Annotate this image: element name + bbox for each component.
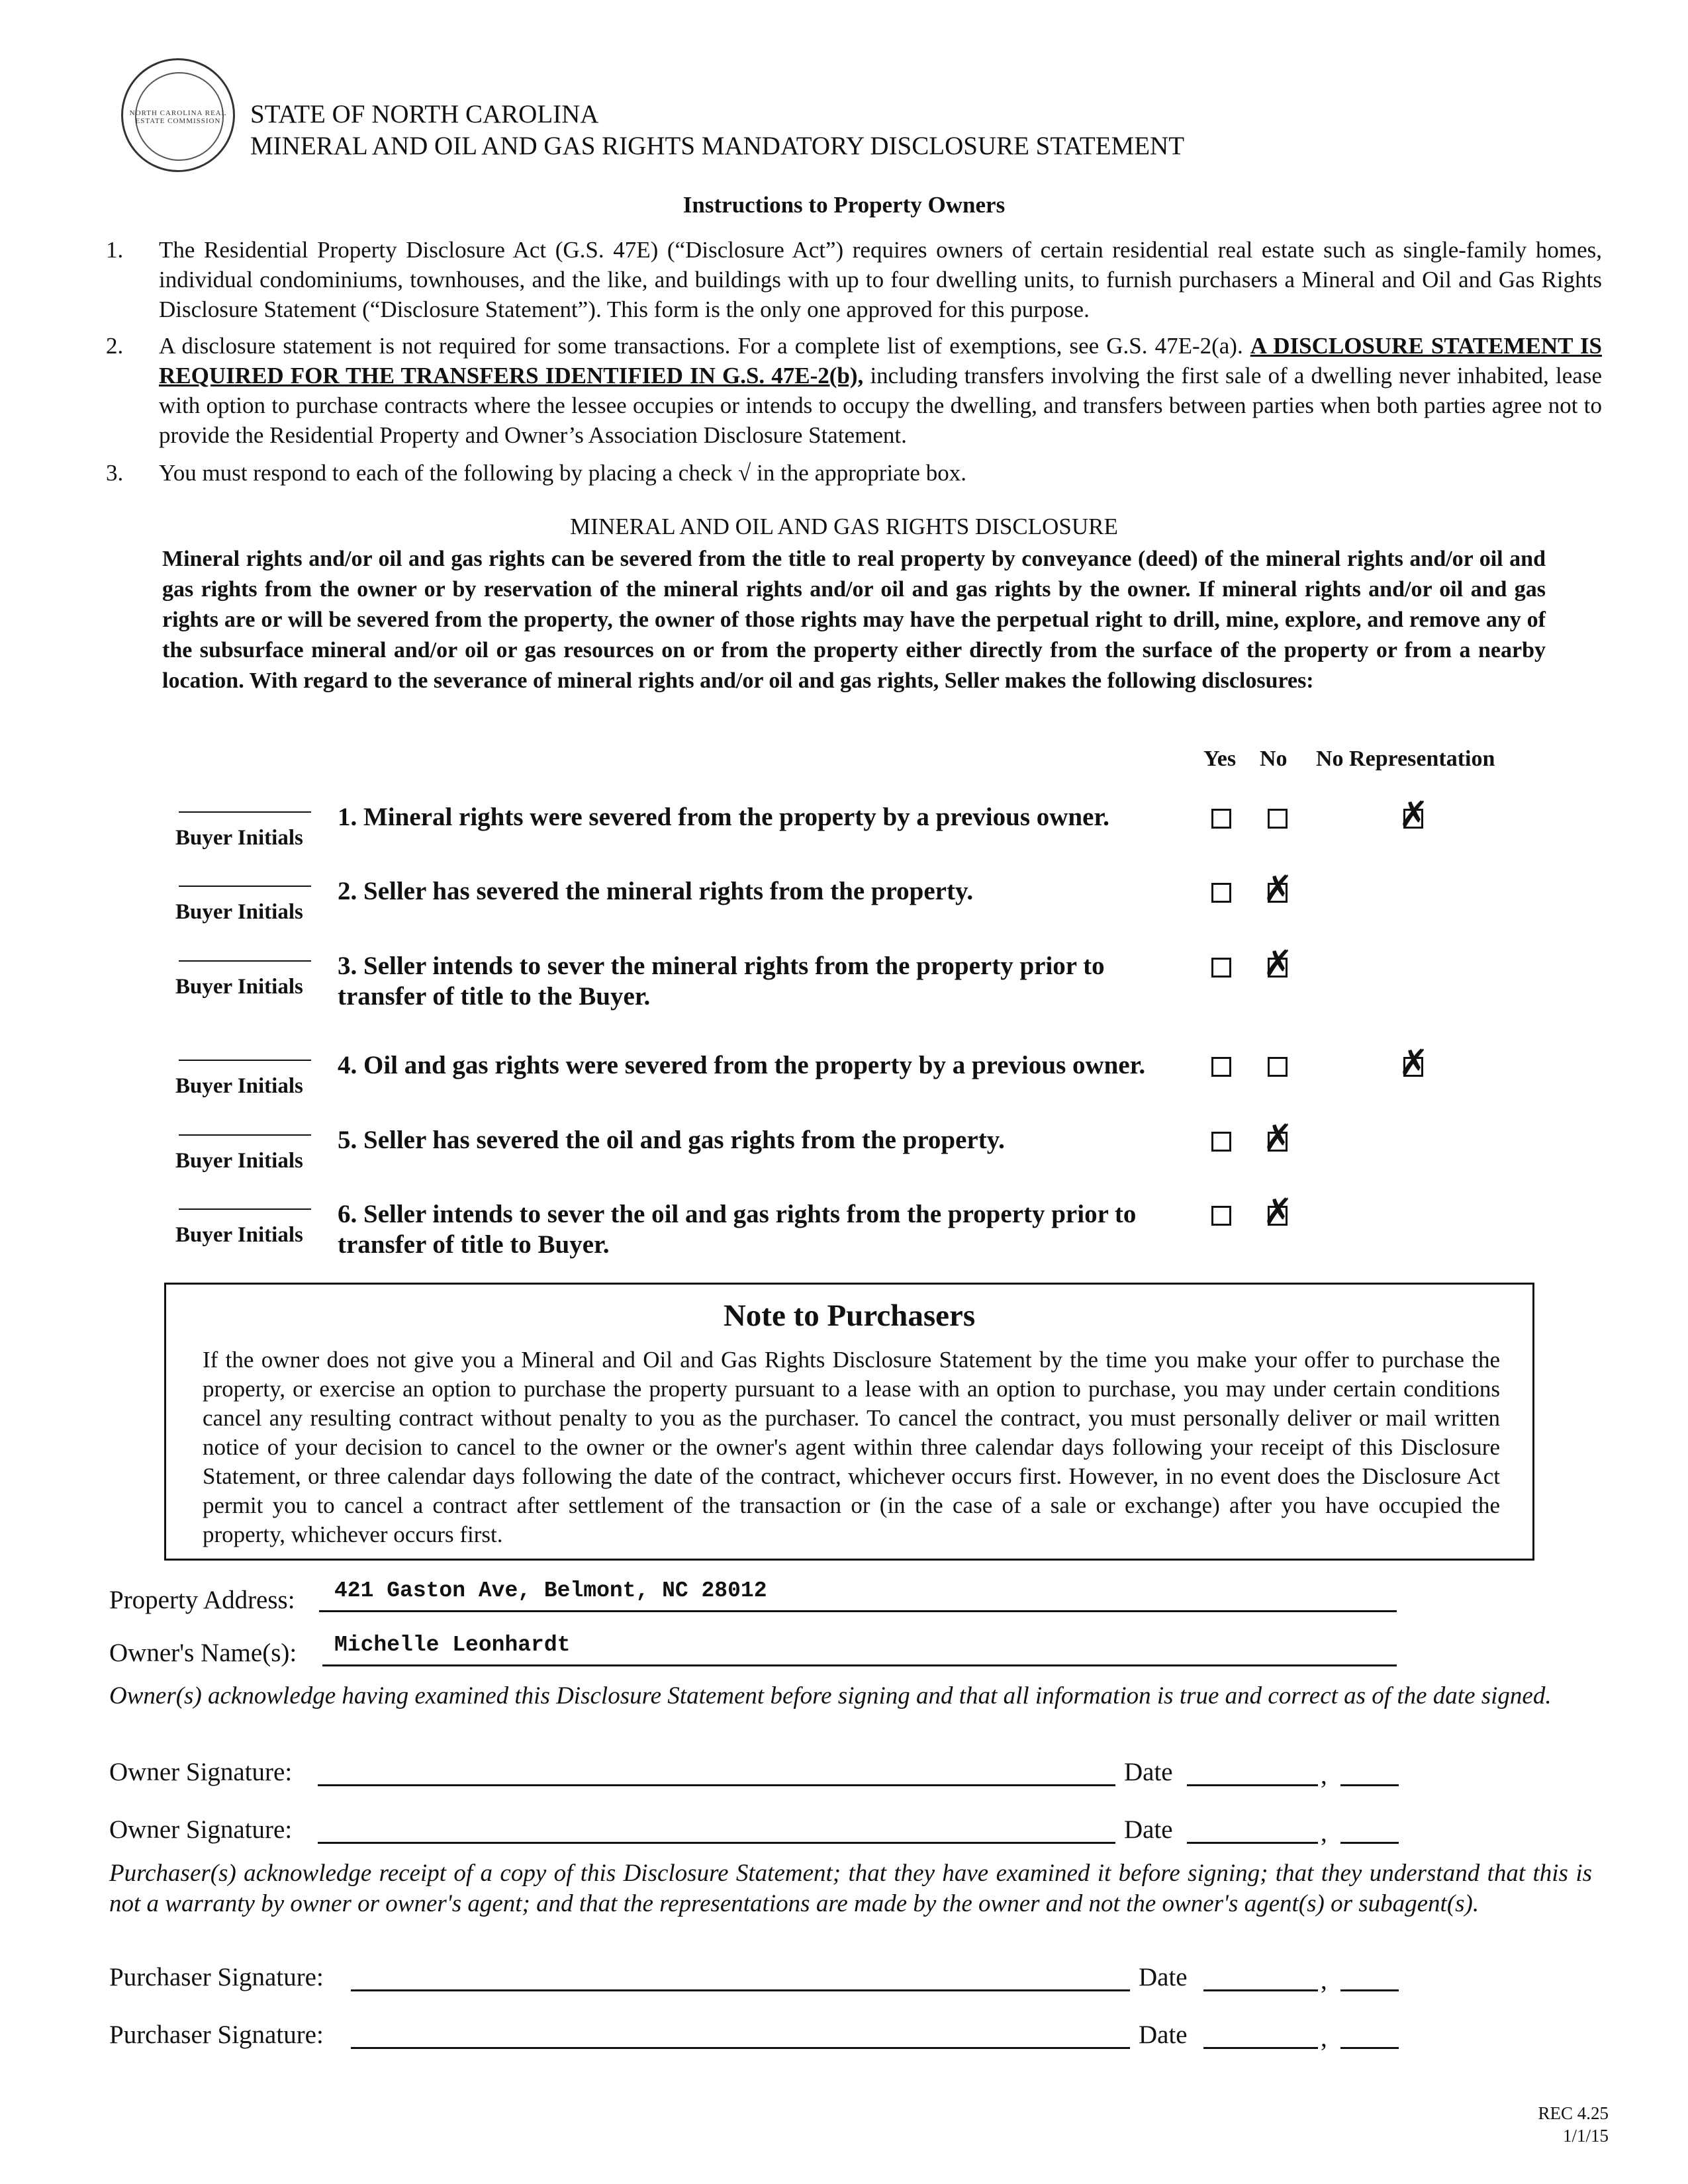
owner-signature-label: Owner Signature: bbox=[109, 1815, 293, 1844]
buyer-initials-line[interactable] bbox=[179, 886, 311, 887]
question-text: 1. Mineral rights were severed from the property by a previous owner. bbox=[338, 803, 1109, 831]
instruction-2 bbox=[106, 331, 1609, 453]
purchaser-signature-label: Purchaser Signature: bbox=[109, 1963, 324, 1991]
disclosure-row-6 bbox=[0, 1191, 1688, 1264]
date-line[interactable] bbox=[1187, 1842, 1318, 1844]
note-text: If the owner does not give you a Mineral and Oil and Gas Rights Disclosure Statement by the time you make your offer to purchase the property, or exercise an option to purchase the property pursuant to a lease with an option to purchase, you may under certain conditions cancel any resulting contract without penalty to you as the purchaser. To cancel the contract, you must personally deliver or mail written notice of your decision to cancel to the owner or the owner's agent within three calendar days following your receipt of this Disclosure Statement, or three calendar days following the date of the contract, whichever occurs first. However, in no event does the Disclosure Act permit you to cancel a contract after settlement of the transaction or (in the case of a sale or exchange) after you have occupied the property, whichever occurs first. bbox=[203, 1347, 1500, 1547]
owner-names-line bbox=[322, 1664, 1397, 1666]
date-label: Date bbox=[1139, 1963, 1188, 1991]
instruction-number: 2. bbox=[106, 333, 124, 359]
question-text: 2. Seller has severed the mineral rights from the property. bbox=[338, 877, 974, 905]
owner-acknowledgement: Owner(s) acknowledge having examined this Disclosure Statement before signing and that all information is true and correct as of the date signed. bbox=[109, 1682, 1552, 1709]
check-mark-icon: ✗ bbox=[1399, 794, 1429, 835]
buyer-initials-label: Buyer Initials bbox=[175, 1149, 303, 1173]
yes-checkbox[interactable] bbox=[1211, 809, 1231, 829]
date-line[interactable] bbox=[1203, 1989, 1318, 1991]
instruction-text: The Residential Property Disclosure Act (G.S. 47E) (“Disclosure Act”) requires owners of certain residential real estate such as single-family homes, individual condominiums, townhouses, and the like, and buildings with up to four dwelling units, to furnish purchasers a Mineral and Oil and Gas Rights Disclosure Statement (“Disclosure Statement”). This form is the only one approved for this purpose. bbox=[159, 237, 1602, 322]
buyer-initials-line[interactable] bbox=[179, 811, 311, 813]
question-text: 6. Seller intends to sever the oil and gas rights from the property prior to transfer of title to Buyer. bbox=[338, 1200, 1137, 1259]
check-mark-icon: ✗ bbox=[1263, 1116, 1293, 1158]
instruction-text: You must respond to each of the following by placing a check √ in the appropriate box. bbox=[159, 460, 966, 486]
form-title: MINERAL AND OIL AND GAS RIGHTS MANDATORY DISCLOSURE STATEMENT bbox=[250, 132, 1185, 160]
yes-checkbox[interactable] bbox=[1211, 1206, 1231, 1226]
no-checkbox[interactable] bbox=[1268, 1057, 1288, 1077]
disclosure-heading: MINERAL AND OIL AND GAS RIGHTS DISCLOSURE bbox=[570, 514, 1118, 539]
date-comma: , bbox=[1321, 2024, 1327, 2052]
date-comma: , bbox=[1321, 1761, 1327, 1790]
owner-signature-line[interactable] bbox=[318, 1842, 1115, 1844]
disclosure-row-4 bbox=[0, 1042, 1688, 1098]
instruction-3 bbox=[106, 458, 1609, 491]
year-line[interactable] bbox=[1340, 1842, 1399, 1844]
date-line[interactable] bbox=[1187, 1784, 1318, 1786]
year-line[interactable] bbox=[1340, 1784, 1399, 1786]
date-label: Date bbox=[1139, 2021, 1188, 2049]
note-title: Note to Purchasers bbox=[723, 1298, 976, 1333]
disclosure-row-3 bbox=[0, 943, 1688, 1016]
buyer-initials-line[interactable] bbox=[179, 1134, 311, 1136]
check-mark-icon: ✗ bbox=[1399, 1042, 1429, 1083]
buyer-initials-label: Buyer Initials bbox=[175, 975, 303, 999]
form-number: REC 4.25 bbox=[1538, 2103, 1609, 2123]
instruction-2-required-notice: A DISCLOSURE STATEMENT IS REQUIRED FOR THE TRANSFERS IDENTIFIED IN G.S. 47E-2(b), bbox=[159, 333, 1603, 388]
date-label: Date bbox=[1124, 1815, 1173, 1844]
owner-names-label: Owner's Name(s): bbox=[109, 1639, 297, 1667]
column-no: No bbox=[1260, 747, 1288, 771]
commission-seal bbox=[121, 58, 235, 172]
yes-checkbox[interactable] bbox=[1211, 1057, 1231, 1077]
property-address-label: Property Address: bbox=[109, 1586, 295, 1614]
buyer-initials-line[interactable] bbox=[179, 960, 311, 962]
date-line[interactable] bbox=[1203, 2047, 1318, 2049]
purchaser-signature-label: Purchaser Signature: bbox=[109, 2021, 324, 2049]
instruction-2-text-b: including transfers involving the first sale of a dwelling never inhabited, lease with option to purchase contracts where the lessee occupies or intends to occupy the dwelling, and transfers between parties when both parties agree not to provide the Residential Property and Owner’s Association Disclosure Statement. bbox=[159, 363, 1603, 448]
purchaser-signature-line[interactable] bbox=[351, 1989, 1130, 1991]
column-no-representation: No Representation bbox=[1316, 747, 1495, 771]
buyer-initials-line[interactable] bbox=[179, 1208, 311, 1210]
instruction-number: 3. bbox=[106, 460, 124, 486]
instruction-1 bbox=[106, 235, 1609, 328]
buyer-initials-label: Buyer Initials bbox=[175, 826, 303, 850]
check-mark-icon: ✗ bbox=[1263, 868, 1293, 909]
instruction-number: 1. bbox=[106, 237, 124, 263]
buyer-initials-line[interactable] bbox=[179, 1060, 311, 1061]
instruction-text bbox=[159, 331, 1602, 450]
owner-signature-line[interactable] bbox=[318, 1784, 1115, 1786]
property-address-line bbox=[319, 1610, 1397, 1612]
instructions-heading: Instructions to Property Owners bbox=[682, 192, 1006, 218]
seal-text: NORTH CAROLINA REAL ESTATE COMMISSION bbox=[129, 109, 227, 125]
note-to-purchasers-box bbox=[164, 1283, 1534, 1561]
question-text: 3. Seller intends to sever the mineral rights from the property prior to transfer of title to the Buyer. bbox=[338, 952, 1105, 1011]
check-mark-icon: ✗ bbox=[1263, 942, 1293, 984]
yes-checkbox[interactable] bbox=[1211, 883, 1231, 903]
property-address-value[interactable]: 421 Gaston Ave, Belmont, NC 28012 bbox=[334, 1578, 767, 1603]
purchaser-signature-line[interactable] bbox=[351, 2047, 1130, 2049]
column-yes: Yes bbox=[1203, 747, 1237, 771]
no-checkbox[interactable] bbox=[1268, 809, 1288, 829]
year-line[interactable] bbox=[1340, 1989, 1399, 1991]
buyer-initials-label: Buyer Initials bbox=[175, 1074, 303, 1098]
date-label: Date bbox=[1124, 1758, 1173, 1786]
disclosure-row-2 bbox=[0, 868, 1688, 924]
form-revision: 1/1/15 bbox=[1562, 2126, 1609, 2146]
check-mark-icon: ✗ bbox=[1263, 1191, 1293, 1232]
question-text: 4. Oil and gas rights were severed from the property by a previous owner. bbox=[338, 1051, 1146, 1079]
disclosure-row-5 bbox=[0, 1116, 1688, 1173]
state-title: STATE OF NORTH CAROLINA bbox=[250, 100, 599, 128]
yes-checkbox[interactable] bbox=[1211, 1132, 1231, 1152]
instruction-2-text-a: A disclosure statement is not required for some transactions. For a complete list of exemptions, see G.S. 47E-2(a). bbox=[159, 333, 1243, 359]
buyer-initials-label: Buyer Initials bbox=[175, 1223, 303, 1247]
purchaser-acknowledgement: Purchaser(s) acknowledge receipt of a copy of this Disclosure Statement; that they have examined it before signing; that they understand that this is not a warranty by owner or owner's agent; and that the representations are made by the owner and not the owner's agent(s) or subagent(s). bbox=[109, 1860, 1592, 1917]
disclosure-text: Mineral rights and/or oil and gas rights can be severed from the title to real property by conveyance (deed) of the mineral rights and/or oil and gas rights from the owner or by reservation of the mineral rights and/or oil and gas rights by the owner. If mineral rights and/or oil and gas rights are or will be severed from the property, the owner of those rights may have the perpetual right to drill, mine, explore, and remove any of the subsurface mineral and/or oil or gas resources on or from the property either directly from the surface of the property or from a nearby location. With regard to the severance of mineral rights and/or oil and gas rights, Seller makes the following disclosures: bbox=[162, 547, 1546, 693]
date-comma: , bbox=[1321, 1819, 1327, 1847]
owner-names-value[interactable]: Michelle Leonhardt bbox=[334, 1633, 571, 1657]
yes-checkbox[interactable] bbox=[1211, 958, 1231, 978]
question-text: 5. Seller has severed the oil and gas rights from the property. bbox=[338, 1126, 1005, 1154]
buyer-initials-label: Buyer Initials bbox=[175, 900, 303, 924]
year-line[interactable] bbox=[1340, 2047, 1399, 2049]
owner-signature-label: Owner Signature: bbox=[109, 1758, 293, 1786]
date-comma: , bbox=[1321, 1966, 1327, 1995]
disclosure-row-1 bbox=[0, 794, 1688, 850]
